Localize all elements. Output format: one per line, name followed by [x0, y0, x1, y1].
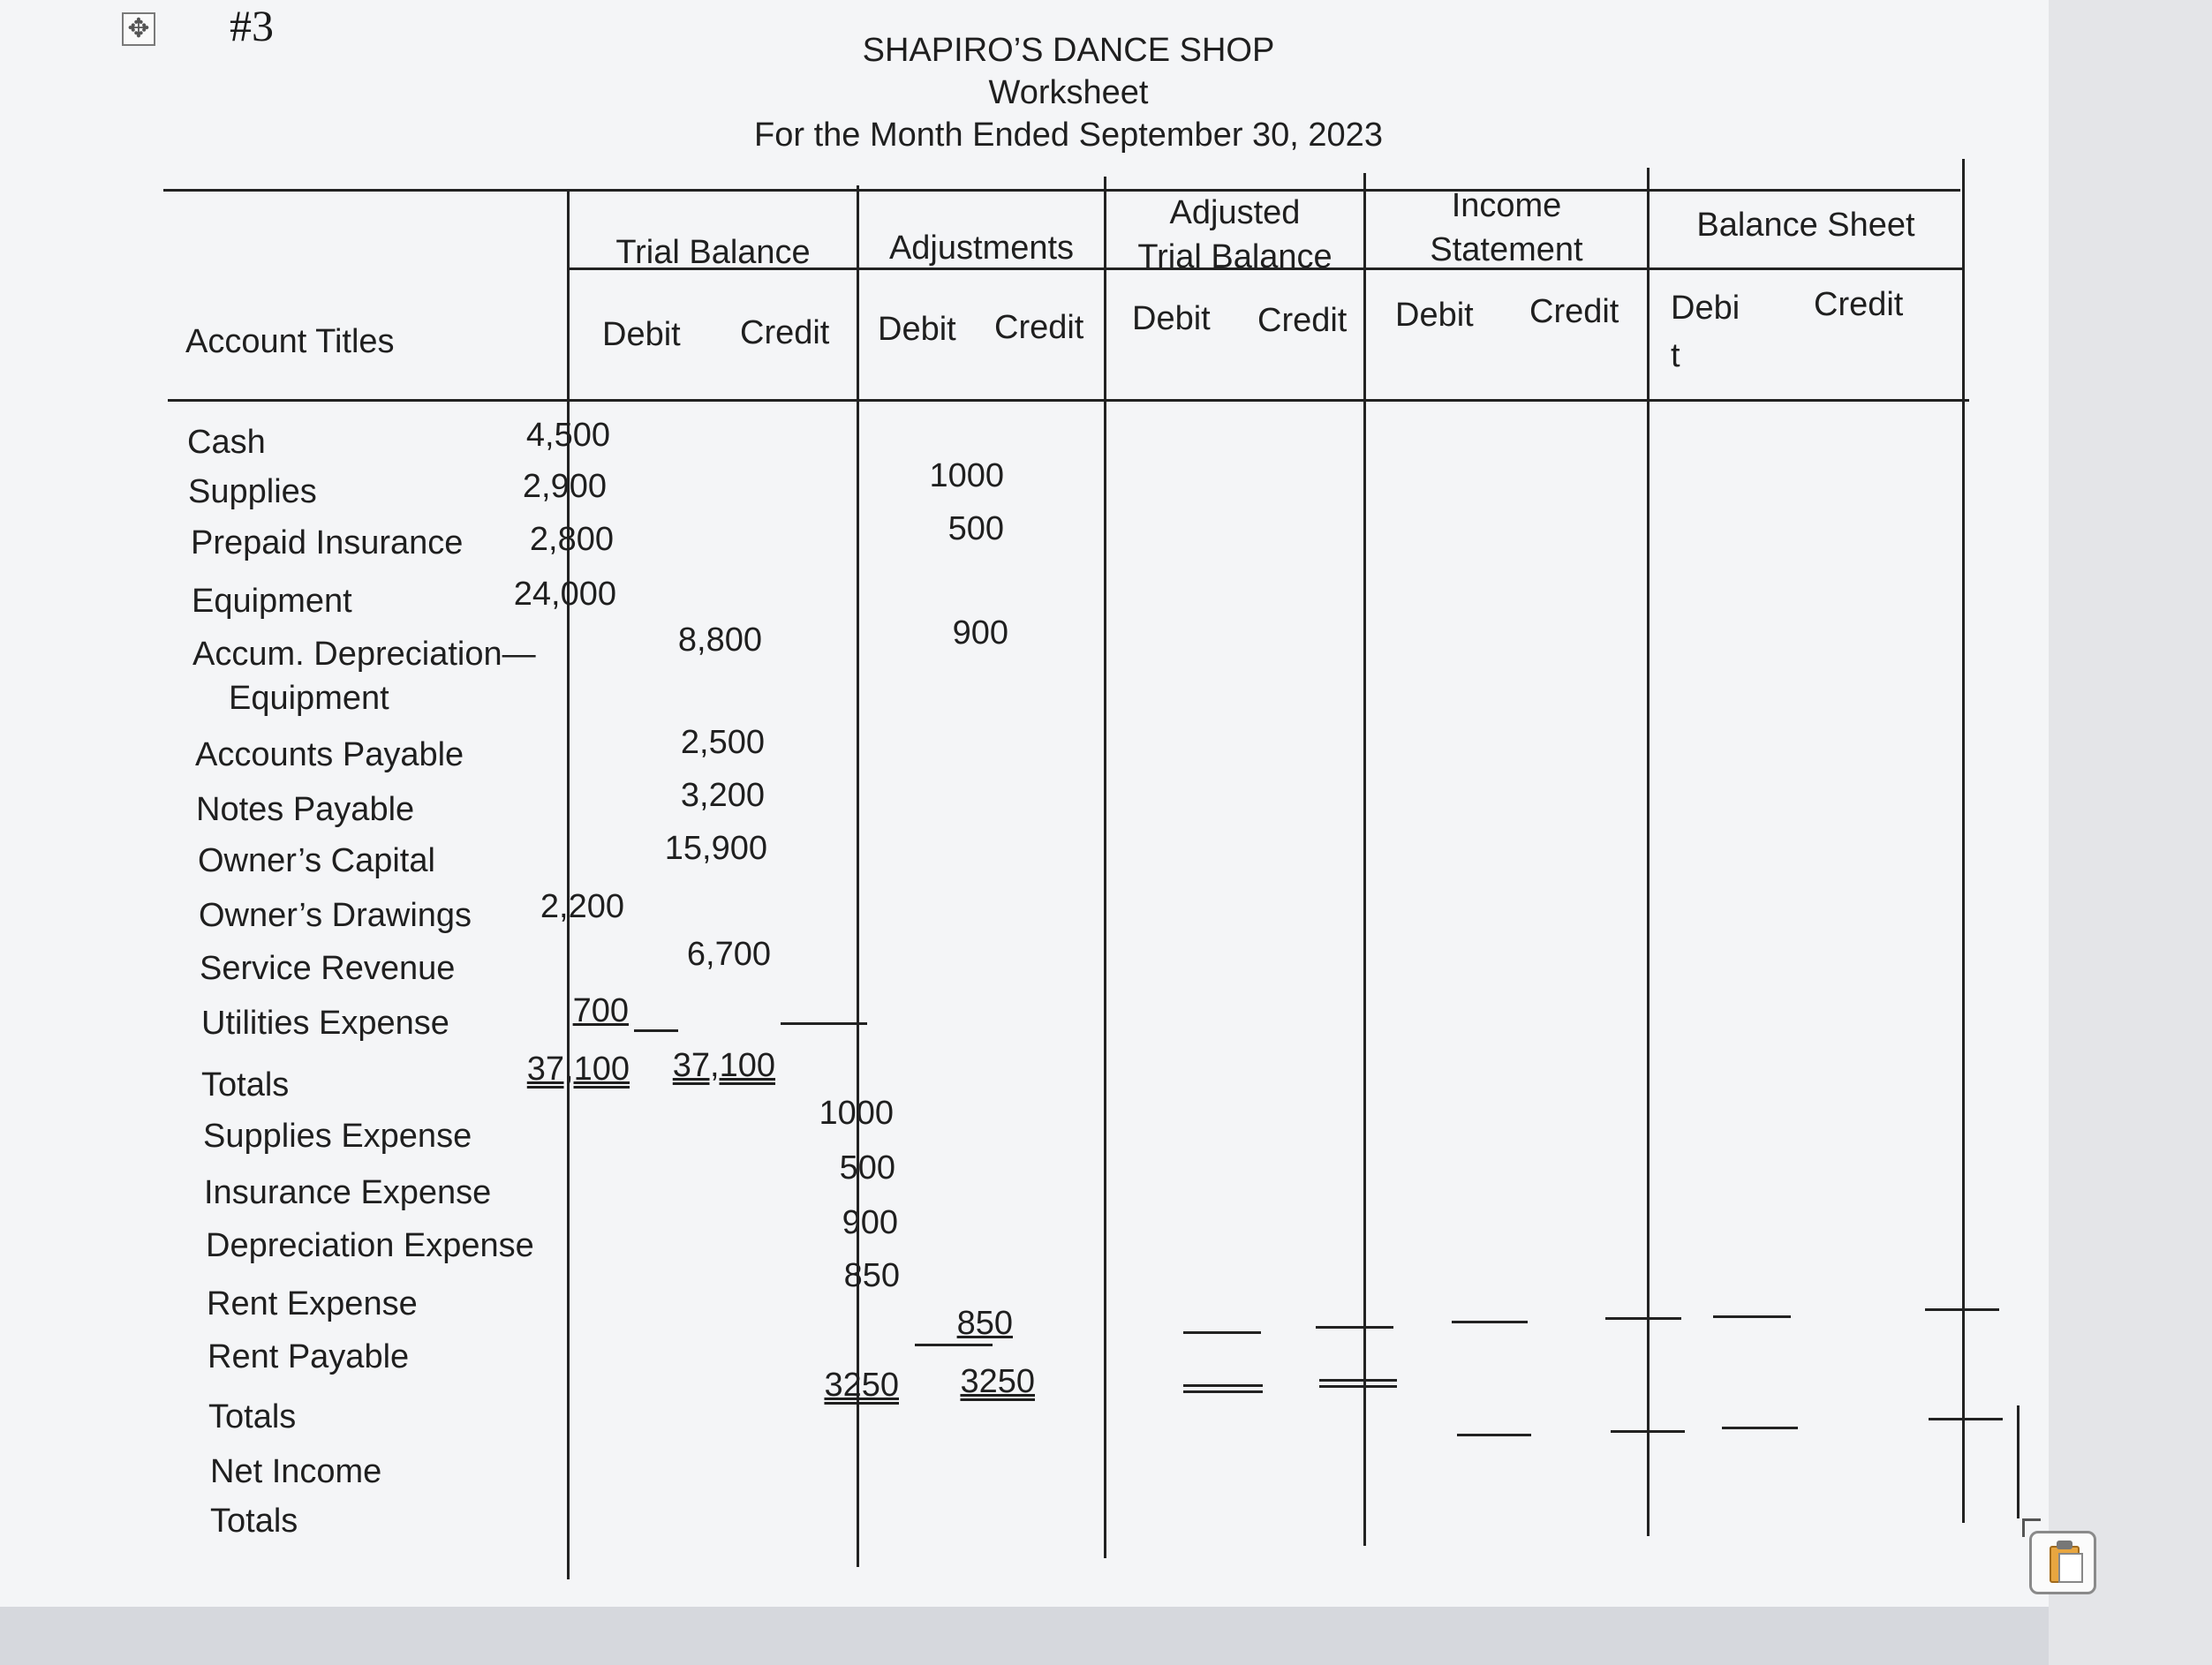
account-title: Equipment [229, 680, 389, 717]
tb-credit-value: 6,700 [686, 936, 771, 973]
table-top-rule [163, 189, 1960, 192]
sheet-edge-rule [2017, 1405, 2019, 1518]
subheader-adj-debit: Debit [878, 311, 956, 348]
account-title: Cash [187, 424, 266, 461]
header-adjusted-line2: Trial Balance [1137, 238, 1332, 275]
clipboard-paper [2058, 1553, 2083, 1583]
atb-debit-blank-line [1183, 1331, 1261, 1334]
tb-credit-value: 15,900 [664, 830, 767, 867]
tb-debit-value: 2,200 [540, 888, 624, 925]
account-title: Supplies [188, 473, 317, 510]
column-divider [1363, 173, 1366, 1546]
column-divider [567, 189, 570, 1579]
account-title: Net Income [210, 1453, 382, 1490]
tb-debit-value: 700 [572, 992, 629, 1029]
adj-debit-blank-line [915, 1344, 993, 1346]
subheader-tb-debit: Debit [602, 316, 681, 353]
atb-credit-blank-line [1316, 1326, 1393, 1329]
tb-debit-value: 24,000 [513, 576, 616, 613]
header-income-line1: Income [1451, 187, 1562, 224]
header-adjusted-line1: Adjusted [1169, 194, 1301, 231]
is-credit-blank-line [1611, 1430, 1685, 1433]
tb-debit-value: 2,900 [522, 468, 607, 505]
tb-credit-value: 2,500 [680, 724, 765, 761]
subheader-is-debit: Debit [1395, 297, 1474, 334]
adj-debit-total: 3250 [824, 1367, 899, 1404]
account-title: Utilities Expense [201, 1005, 449, 1042]
account-title: Totals [210, 1503, 298, 1540]
account-title: Supplies Expense [203, 1118, 472, 1155]
atb-debit-double-line [1183, 1384, 1263, 1393]
adj-credit-value: 850 [956, 1305, 1013, 1342]
is-debit-blank-line [1457, 1434, 1531, 1436]
subheader-bs-credit: Credit [1814, 286, 1904, 323]
bs-debit-blank-line [1713, 1315, 1791, 1318]
tb-credit-total: 37,100 [672, 1047, 775, 1084]
tb-credit-value: 3,200 [680, 777, 765, 814]
subheader-atb-debit: Debit [1132, 300, 1211, 337]
subheader-adj-credit: Credit [994, 309, 1084, 346]
bs-credit-blank-line [1929, 1418, 2003, 1420]
adj-credit-total: 3250 [960, 1363, 1035, 1400]
table-right-border [1962, 159, 1965, 1523]
move-handle-icon[interactable]: ✥ [122, 12, 155, 46]
subheader-bs-debit-line1: Debi [1671, 290, 1740, 327]
account-title: Depreciation Expense [206, 1227, 534, 1264]
worksheet-period: For the Month Ended September 30, 2023 [754, 117, 1383, 154]
bs-debit-blank-line [1722, 1427, 1798, 1429]
column-divider [857, 185, 859, 1567]
account-title: Totals [201, 1066, 290, 1104]
subheader-bs-debit-line2: t [1671, 337, 1680, 374]
tb-credit-value: 8,800 [677, 622, 762, 659]
header-income-line2: Statement [1430, 231, 1583, 268]
account-title: Equipment [192, 583, 352, 620]
adj-debit-value: 850 [843, 1257, 900, 1294]
account-title: Rent Expense [207, 1285, 418, 1322]
atb-credit-double-line [1319, 1379, 1397, 1388]
bs-credit-blank-line [1925, 1308, 1999, 1311]
header-account-titles: Account Titles [185, 323, 395, 360]
problem-number: #3 [230, 1, 274, 50]
adj-credit-value: 900 [952, 614, 1008, 652]
header-adjustments: Adjustments [888, 230, 1075, 267]
underline-rule [634, 1029, 678, 1032]
column-header-rule [168, 399, 1969, 402]
adj-credit-value: 1000 [929, 457, 1004, 494]
adj-debit-value: 900 [842, 1204, 898, 1241]
tb-debit-value: 2,800 [529, 521, 614, 558]
tb-debit-value: 4,500 [525, 417, 610, 454]
account-title: Insurance Expense [204, 1174, 492, 1211]
column-divider [1104, 177, 1106, 1558]
company-name: SHAPIRO’S DANCE SHOP [862, 32, 1275, 69]
account-title: Prepaid Insurance [191, 524, 464, 561]
clipboard-clip [2057, 1541, 2072, 1549]
worksheet-title: Worksheet [988, 74, 1149, 111]
account-title: Owner’s Drawings [199, 897, 472, 934]
adj-credit-value: 500 [947, 510, 1004, 547]
subheader-is-credit: Credit [1529, 293, 1619, 330]
subheader-atb-credit: Credit [1257, 302, 1348, 339]
clipboard-icon[interactable] [2029, 1531, 2096, 1594]
account-title: Totals [208, 1398, 297, 1435]
subheader-tb-credit: Credit [740, 314, 830, 351]
column-divider [1647, 168, 1650, 1536]
tb-debit-total: 37,100 [526, 1051, 630, 1088]
account-title: Accounts Payable [195, 736, 464, 773]
is-credit-blank-line [1605, 1317, 1681, 1320]
adj-debit-value: 500 [839, 1149, 895, 1187]
account-title: Service Revenue [200, 950, 456, 987]
tb-credit-blank-line [781, 1022, 867, 1025]
is-debit-blank-line [1452, 1321, 1528, 1323]
account-title: Accum. Depreciation— [193, 636, 536, 673]
header-balance-sheet: Balance Sheet [1696, 207, 1915, 244]
header-trial-balance: Trial Balance [615, 234, 811, 271]
account-title: Rent Payable [208, 1338, 410, 1375]
account-title: Owner’s Capital [198, 842, 435, 879]
account-title: Notes Payable [196, 791, 415, 828]
adj-debit-value: 1000 [819, 1095, 894, 1132]
